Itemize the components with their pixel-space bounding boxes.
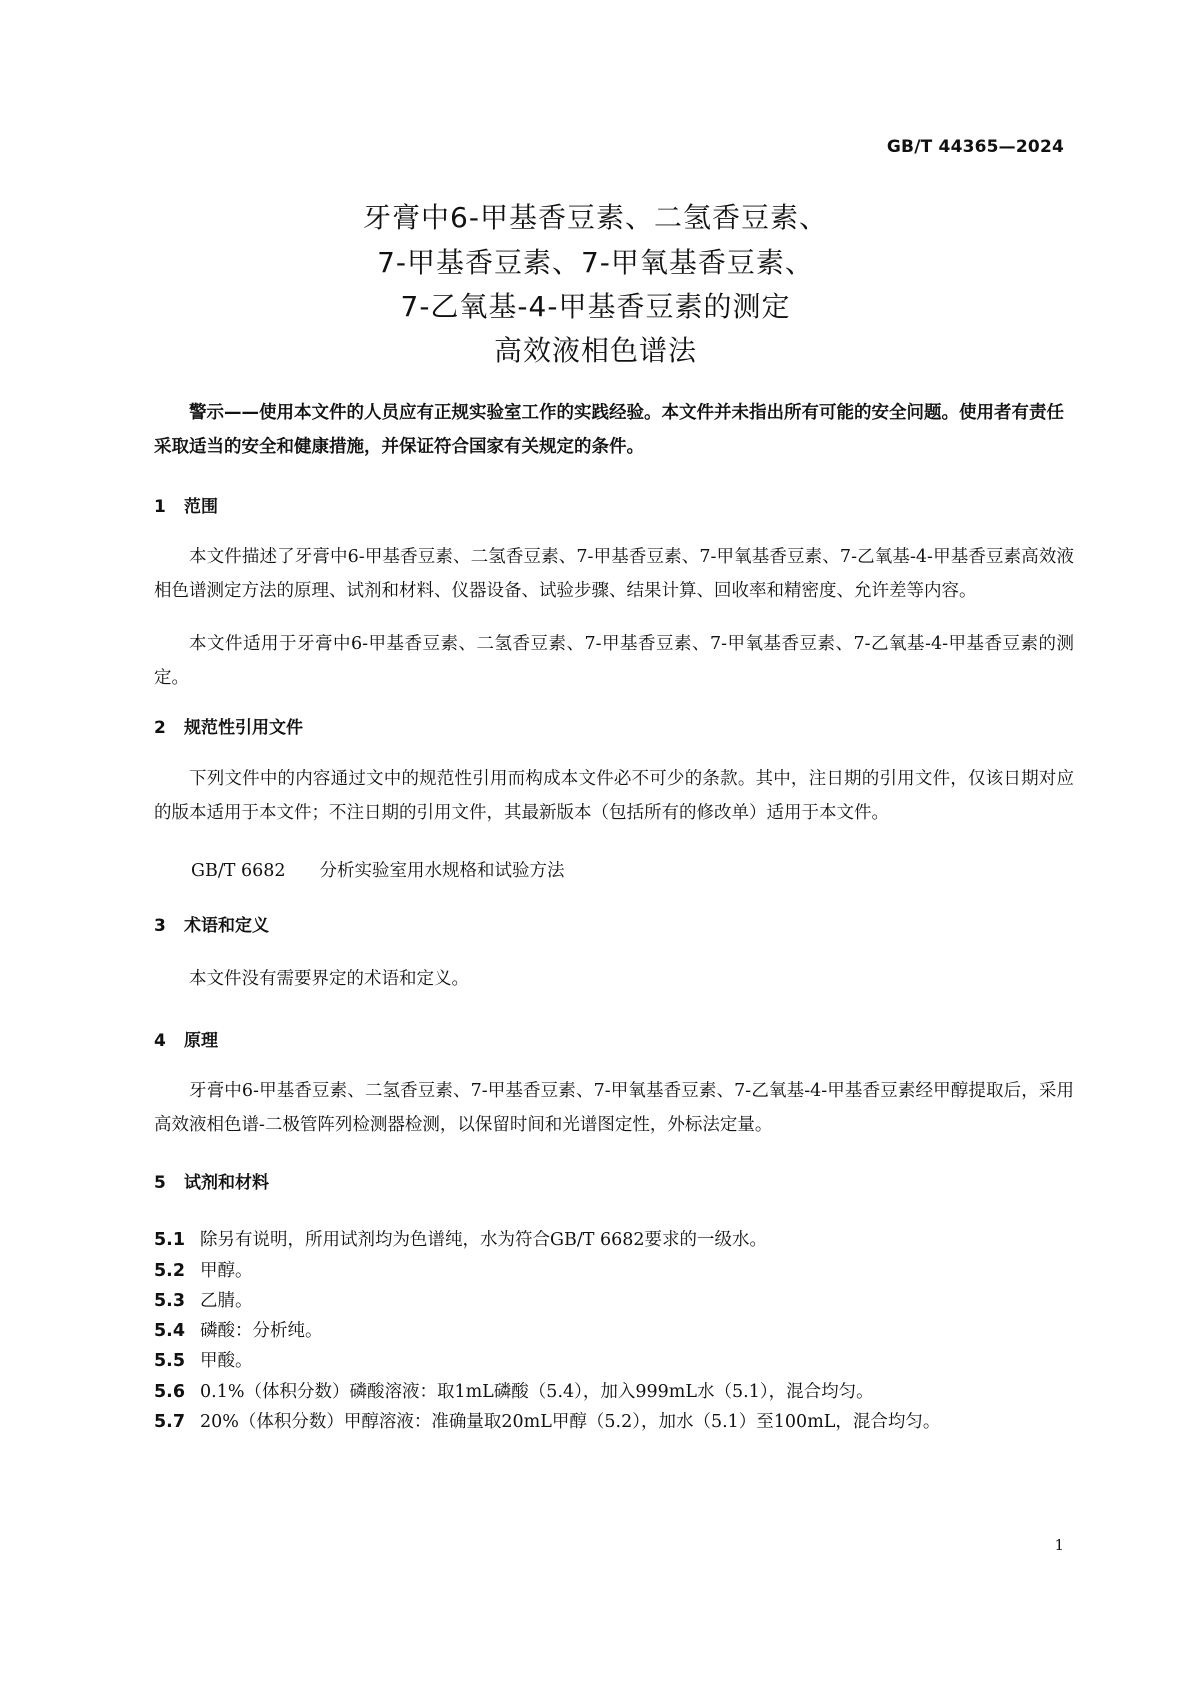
reference-entry [191,857,565,882]
item-text: 甲酸。 [200,1351,253,1371]
section-number: 5 [154,1173,166,1193]
principle-paragraph: 牙膏中6-甲基香豆素、二氢香豆素、7-甲基香豆素、7-甲氧基香豆素、7-乙氧基-4-甲基香豆素经甲醇提取后，采用高效液相色谱-二极管阵列检测器检测，以保留时间和光谱图定性，外标法定量。 [154,1081,1074,1135]
safety-warning: 警示——使用本文件的人员应有正规实验室工作的实践经验。本文件并未指出所有可能的安全问题。使用者有责任采取适当的安全和健康措施，并保证符合国家有关规定的条件。 [154,403,1064,457]
title-line-2: 7-甲基香豆素、7-甲氧基香豆素、 [377,246,814,279]
item-text: 0.1%（体积分数）磷酸溶液：取1mL磷酸（5.4），加入999mL水（5.1），混合均匀。 [200,1382,874,1402]
section-heading-3 [154,911,269,936]
list-item [154,1257,253,1282]
item-number: 5.2 [154,1261,186,1281]
page-number: 1 [1054,1536,1064,1554]
terms-paragraph: 本文件没有需要界定的术语和定义。 [189,969,469,989]
section-number: 1 [154,497,166,517]
section-number: 2 [154,718,166,738]
standard-code: GB/T 44365—2024 [886,137,1064,157]
item-number: 5.6 [154,1382,186,1402]
section-heading-1 [154,492,218,517]
section-title: 术语和定义 [184,916,269,936]
item-text: 20%（体积分数）甲醇溶液：准确量取20mL甲醇（5.2），加水（5.1）至100mL，混合均匀。 [200,1412,941,1432]
list-item [154,1317,323,1342]
section-title: 规范性引用文件 [184,718,303,738]
section-title: 范围 [184,497,218,517]
section-heading-4 [154,1026,218,1051]
section-number: 4 [154,1031,166,1051]
item-number: 5.1 [154,1230,186,1250]
item-number: 5.4 [154,1321,186,1341]
list-item [154,1226,767,1251]
normative-references-paragraph: 下列文件中的内容通过文中的规范性引用而构成本文件必不可少的条款。其中，注日期的引用文件，仅该日期对应的版本适用于本文件；不注日期的引用文件，其最新版本（包括所有的修改单）适用于本文件。 [154,769,1074,823]
section-heading-5 [154,1168,269,1193]
section-title: 试剂和材料 [184,1173,269,1193]
reference-title: 分析实验室用水规格和试验方法 [319,861,565,881]
list-item [154,1408,940,1433]
item-text: 除另有说明，所用试剂均为色谱纯，水为符合GB/T 6682要求的一级水。 [200,1230,768,1250]
title-line-3: 7-乙氧基-4-甲基香豆素的测定 [400,290,791,323]
section-heading-2 [154,713,303,738]
list-item [154,1347,253,1372]
item-number: 5.3 [154,1291,186,1311]
scope-paragraph-1: 本文件描述了牙膏中6-甲基香豆素、二氢香豆素、7-甲基香豆素、7-甲氧基香豆素、7-乙氧基-4-甲基香豆素高效液相色谱测定方法的原理、试剂和材料、仪器设备、试验步骤、结果计算、回收率和精密度、允许差等内容。 [154,547,1074,601]
item-text: 乙腈。 [200,1291,253,1311]
item-number: 5.5 [154,1351,186,1371]
scope-paragraph-2: 本文件适用于牙膏中6-甲基香豆素、二氢香豆素、7-甲基香豆素、7-甲氧基香豆素、7-乙氧基-4-甲基香豆素的测定。 [154,634,1074,688]
reference-code: GB/T 6682 [191,861,286,881]
list-item [154,1287,253,1312]
section-number: 3 [154,916,166,936]
section-title: 原理 [184,1031,218,1051]
title-line-4: 高效液相色谱法 [493,334,697,367]
item-number: 5.7 [154,1412,186,1432]
title-line-1: 牙膏中6-甲基香豆素、二氢香豆素、 [363,201,828,234]
item-text: 甲醇。 [200,1261,253,1281]
list-item [154,1378,874,1403]
item-text: 磷酸：分析纯。 [200,1321,323,1341]
